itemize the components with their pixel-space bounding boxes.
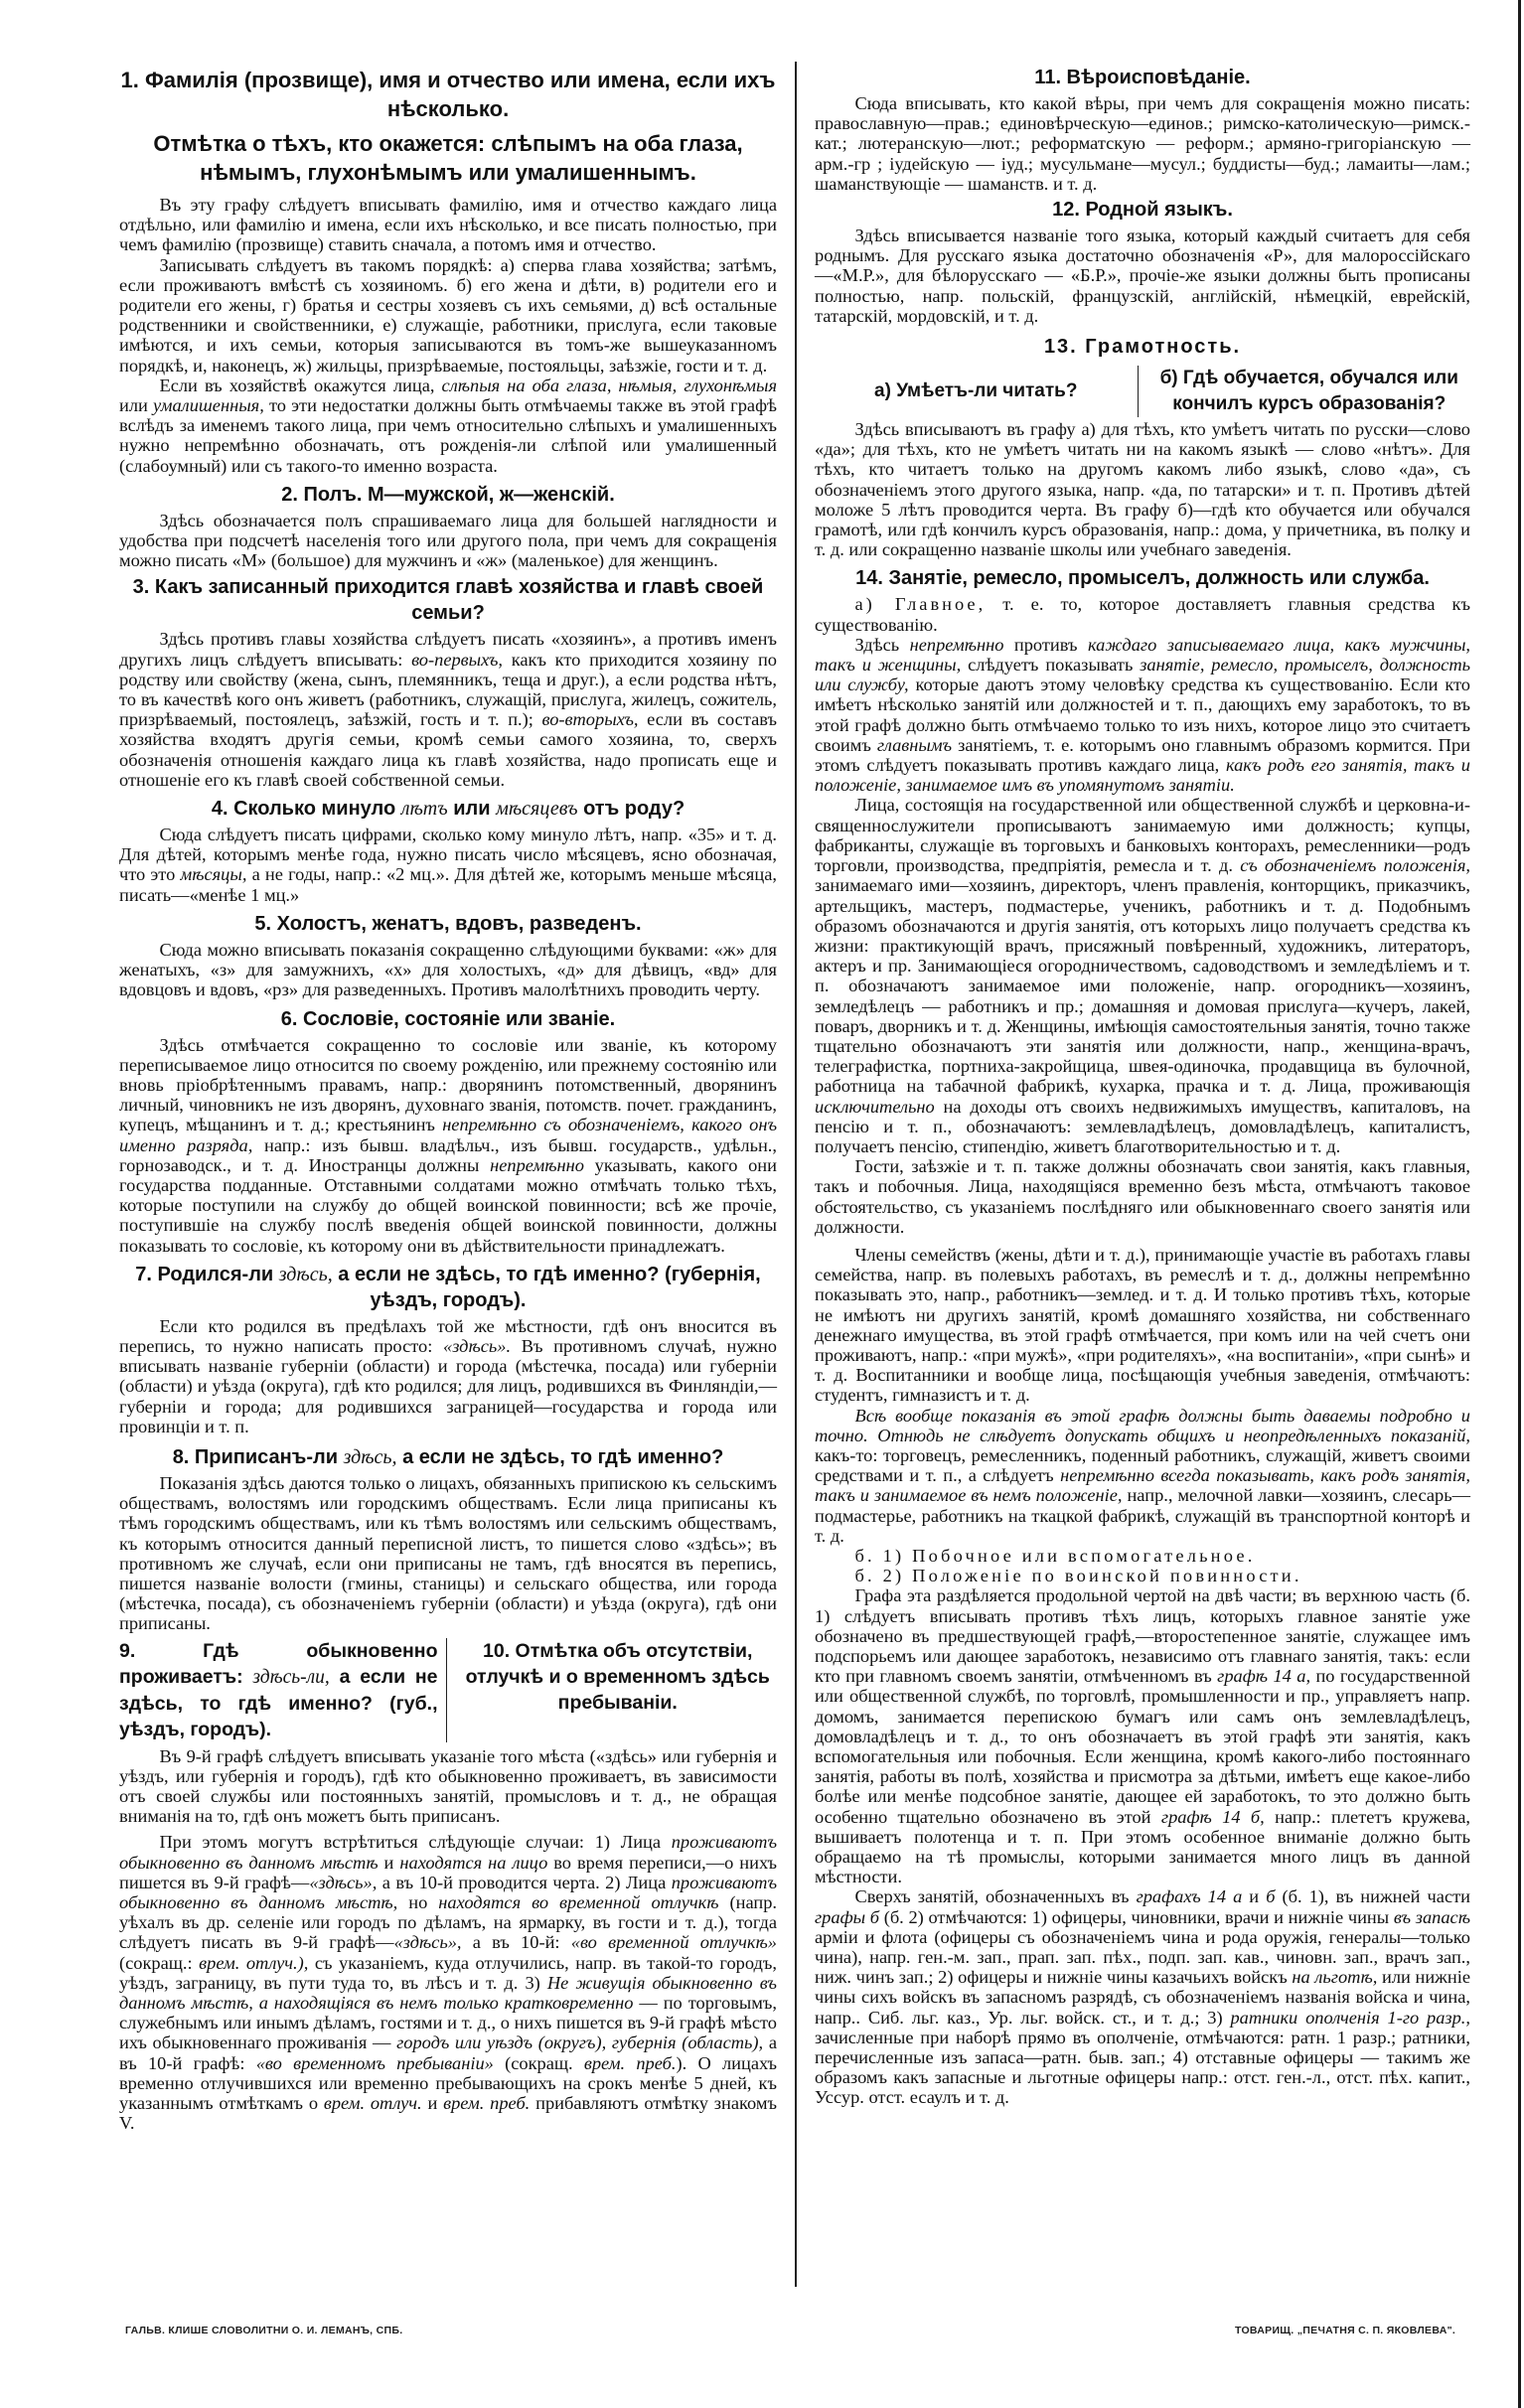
section-13-sub-b: б) Гдѣ обучается, обучался или кончилъ курсъ образованія? — [1159, 368, 1458, 415]
section-1-name — [119, 66, 777, 476]
section-3-para-1: Здѣсь противъ главы хозяйства слѣдуетъ писать «хозяинъ», а противъ именъ другихъ лицъ слѣдуетъ вписывать: во-первыхъ, какъ кто приходится хозяину по родству или свойству (жена, сынъ, племянникъ, теща и друг.), а если родства нѣтъ, то въ качествѣ кого онъ живетъ (работникъ, служащій, прислуга, жилецъ, сожитель, призрѣваемый, постоялецъ, заѣзжій, гость и т. п.); во-вторыхъ, если въ составъ хозяйства входятъ другія семьи, кромѣ семьи самого хозяина, то, сверхъ обозначенія отношенія каждаго лица къ главѣ хозяйства, надо прописать еще и отношеніе его къ главѣ своей собственной семьи. — [119, 629, 777, 790]
section-9-10-residence — [119, 1638, 777, 2134]
section-1-title: 1. Фамилія (прозвище), имя и отчество или имена, если ихъ нѣсколько. — [120, 68, 776, 121]
section-14-para-7: Графа эта раздѣляется продольной чертой на двѣ части; въ верхнюю часть (б. 1) слѣдуетъ вписывать противъ тѣхъ лицъ, которыхъ главное занятіе уже обозначено въ предшествующей графѣ,—второстепенное занятіе, служащее имъ подспорьемъ или дающее заработокъ, независимо отъ главнаго занятія, такъ: если кто при главномъ своемъ занятіи, отмѣченномъ въ графѣ 14 а, по государственной или общественной службѣ, по торговлѣ, промышленности и пр., управляетъ напр. домомъ, занимается перепискою бумагъ или самъ онъ землевладѣлецъ, домовладѣлецъ и т. д., то онъ обозначаетъ въ этой графѣ эти занятія, какъ вспомогательныя или побочныя. Если женщина, кромѣ какого-либо постояннаго занятія, работы въ полѣ, хозяйства и присмотра за дѣтьми, имѣетъ еще какое-либо болѣе или менѣе подсобное занятіе, дающее ей заработокъ, то это должно быть особенно тщательно обозначено въ этой графѣ 14 б, напр.: плететъ кружева, вышиваетъ полотенца и т. п. При этомъ особенное вниманіе должно быть обращаемо на тѣ промыслы, которыми занимается много лицъ въ данной мѣстности. — [815, 1585, 1470, 1887]
section-2-para-1: Здѣсь обозначается полъ спрашиваемаго лица для большей наглядности и удобства при подсчетѣ населенія того или другого пола, при чемъ для сокращенія можно писать «М» (большое) для мужчинъ и «ж» (маленькое) для женщинъ. — [119, 510, 777, 571]
section-13-literacy — [815, 334, 1470, 559]
section-9-para-1: Въ 9-й графѣ слѣдуетъ вписывать указаніе того мѣста («здѣсь» или губернія и уѣздъ, или губернія и городъ), гдѣ кто обыкновенно проживаетъ, въ зависимости отъ своей службы или постоянныхъ занятій, промысловъ и т. д., не обращая вниманія на то, гдѣ онъ можетъ быть приписанъ. — [119, 1745, 777, 1827]
section-14-occupation — [815, 565, 1470, 2107]
section-6-estate — [119, 1006, 777, 1256]
section-12-title: 12. Родной языкъ. — [1052, 199, 1233, 222]
section-8-para-1: Показанія здѣсь даются только о лицахъ, обязанныхъ припискою къ сельскимъ обществамъ, волостямъ или городскимъ обществамъ. Если лица приписаны къ тѣмъ городскимъ обществамъ, или къ тѣмъ волостямъ или сельскимъ обществамъ, къ которымъ относится данный переписной листъ, то пишется слово «здѣсь»; въ противномъ же случаѣ, если они приписаны не тамъ, гдѣ вносятся въ перепись, пишется названіе волости (гмины, станицы) и сельскаго общества, или города (мѣстечка, посада), съ обозначеніемъ губерніи (области) и уѣзда (округа), гдѣ они приписаны. — [119, 1472, 777, 1634]
section-13-para-1: Здѣсь вписываютъ въ графу а) для тѣхъ, кто умѣетъ читать по русски—слово «да»; для тѣхъ, кто не умѣетъ читать ни на какомъ языкѣ — слово «нѣтъ». Для тѣхъ, кто читаетъ только на другомъ какомъ либо языкѣ, слово «да», съ обозначеніемъ этого другого языка, напр. «да, по татарски» и т. п. Противъ дѣтей моложе 5 лѣтъ проводится черта. Въ графу б)—гдѣ кто обучается или обучался грамотѣ, или гдѣ кончилъ курсъ образованія, напр.: дома, у причетника, въ полку и т. д. или сокращенно названіе школы или учебнаго заведенія. — [815, 419, 1470, 560]
section-1-para-2: Записывать слѣдуетъ въ такомъ порядкѣ: а) сперва глава хозяйства; затѣмъ, если проживаютъ вмѣстѣ съ хозяиномъ. б) его жена и дѣти, в) родители его и родители его жены, г) братья и сестры хозяевъ съ ихъ семьями, д) всѣ остальные родственники и свойственники, е) служащіе, работники, прислуга, если таковые имѣются, и ихъ семьи, которыя записываются въ томъ-же вышеуказанномъ порядкѣ, и, наконецъ, ж) жильцы, призрѣваемые, постояльцы, заѣзжіе, гости и т. д. — [119, 254, 777, 376]
section-14-para-8: Сверхъ занятій, обозначенныхъ въ графахъ 14 а и б (б. 1), въ нижней части графы б (б. 2) отмѣчаются: 1) офицеры, чиновники, врачи и нижніе чины въ запасѣ арміи и флота (офицеры съ обозначеніемъ чина и рода оружія, генералы—только чина), напр. ген.-м. зап., прап. зап. пѣх., подп. зап. кав., чиновн. зап., врачъ зап., ниж. чинъ зап.; 2) офицеры и нижніе чины казачьихъ войскъ на льготѣ, или нижніе чины сихъ войскъ въ запасномъ разрядѣ, съ обозначеніемъ названія войска и чина, напр.. Сиб. льг. каз., Ур. льг. войск. ст., и т. д.; 3) ратники ополченія 1-го разр., зачисленные при наборѣ прямо въ ополченіе, отмѣчаются: ратн. 1 разр.; ратники, перечисленные изъ запаса—ратн. быв. зап.; 4) отставные офицеры — такимъ же образомъ какъ запасные и льготные офицеры напр.: отст. ген.-л., отст. пѣх. капит., Уссур. отст. есаулъ и т. д. — [815, 1886, 1470, 2108]
section-11-religion — [815, 65, 1470, 194]
section-7-birthplace — [119, 1262, 777, 1436]
section-13-title: 13. Грамотность. — [1043, 336, 1242, 359]
section-14-para-3: Лица, состоящія на государственной или общественной службѣ и церковна-и-священнослужители прописываютъ занимаемую ими должность; купцы, фабриканты, служащіе въ торговыхъ и банковыхъ конторахъ, ремесленники—родъ торговли, производства, предпріятія, ремесла и т. д. съ обозначеніемъ положенія, занимаемаго ими—хозяинъ, директоръ, членъ правленія, конторщикъ, приказчикъ, артельщикъ, мастеръ, подмастерье, ученикъ, работникъ и т. д. Подобнымъ образомъ обозначаются и другія занятія, отъ которыхъ лицо получаетъ средства къ жизни: практикующій врачъ, присяжный повѣренный, художникъ, литераторъ, актеръ и пр. Занимающіеся огородничествомъ, садоводствомъ и земледѣліемъ и т. п. обозначаютъ занимаемое ими положеніе, напр. огородникъ—хозяинъ, земледѣлецъ — работникъ и пр.; домашняя и домовая прислуга—кучеръ, лакей, поваръ, дворникъ и т. д. Женщины, имѣющія самостоятельныя занятія, точно также тщательно обозначаютъ эти занятія или должности, напр., женщина-врачъ, телеграфистка, портниха-закройщица, швея-одиночка, продавщица въ булочной, работница на табачной фабрикѣ, кухарка, прачка и т. д. Лица, проживающія исключительно на доходы отъ своихъ недвижимыхъ имуществъ, капиталовъ, на пенсію и т. п., обозначаютъ: землевладѣлецъ, домовладѣлецъ, капиталистъ, получаетъ пенсію, стипендію, живетъ благотворительностью и т. д. — [815, 795, 1470, 1156]
left-column — [119, 62, 777, 2133]
section-14-title: 14. Занятіе, ремесло, промыселъ, должность или служба. — [855, 567, 1430, 590]
section-14-para-6: Всѣ вообще показанія въ этой графѣ должны быть даваемы подробно и точно. Отнюдь не слѣдуетъ допускать общихъ и неопредѣленныхъ показаній, какъ-то: торговецъ, ремесленникъ, поденный работникъ, служащій, живетъ своими средствами и т. п., а слѣдуетъ непремѣнно всегда показывать, какъ родъ занятія, такъ и занимаемое въ немъ положеніе, напр., мелочной лавки—хозяинъ, слесарь—подмастерье, работникъ на ткацкой фабрикѣ, служащій въ транспортной конторѣ и т. д. — [815, 1405, 1470, 1546]
section-5-title: 5. Холостъ, женатъ, вдовъ, разведенъ. — [254, 912, 642, 935]
section-12-para-1: Здѣсь вписывается названіе того языка, который каждый считаетъ для себя роднымъ. Для русскаго языка достаточно обозначенія «Р», для малороссійскаго—«М.Р.», для бѣлорусскаго — «Б.Р.», прочіе-же языки должны быть прописаны полностью, напр. польскій, французскій, англійскій, нѣмецкій, еврейскій, татарскій, мордовскій, и т. д. — [815, 226, 1470, 326]
section-4-age — [119, 796, 777, 905]
section-14-para-a: а) Главное, т. е. то, которое доставляетъ главныя средства къ существованію. — [815, 594, 1470, 635]
section-1-para-1: Въ эту графу слѣдуетъ вписывать фамилію, имя и отчество каждаго лица отдѣльно, или фамилію и имена, если ихъ нѣсколько, и все писать полностью, при чемъ фамилію (прозвище) ставить сначала, а потомъ имя и отчество. — [119, 195, 777, 255]
section-5-para-1: Сюда можно вписывать показанія сокращенно слѣдующими буквами: «ж» для женатыхъ, «з» для замужнихъ, «х» для холостыхъ, «д» для дѣвицъ, «вд» для вдовцовъ и вдовъ, «рз» для разведенныхъ. Противъ малолѣтнихъ проводить черту. — [119, 939, 777, 1000]
section-9-title: 9. Гдѣ обыкновенно проживаетъ: здѣсь-ли, а если не здѣсь, то гдѣ именно? (губ., уѣздъ, городъ). — [119, 1638, 447, 1742]
section-14-b1-heading: б. 1) Побочное или вспомогательное. — [854, 1546, 1256, 1566]
section-11-para-1: Сюда вписывать, кто какой вѣры, при чемъ для сокращенія можно писать: православную—прав.; единовѣрческую—единов.; римско-католическую—римск.-кат.; лютеранскую—лют.; реформатскую — реформ.; армяно-григоріанскую — арм.-гр ; іудейскую — іуд.; мусульмане—мусул.; буддисты—буд.; ламаиты—лам.; шаманствующіе — шаманств. и т. д. — [815, 93, 1470, 194]
section-1-para-3: Если въ хозяйствѣ окажутся лица, слѣпыя на оба глаза, нѣмыя, глухонѣмыя или умалишенныя, то эти недостатки должны быть отмѣчаемы также въ этой графѣ вслѣдъ за именемъ такого лица, при чемъ относительно слѣпыхъ и умалишенныхъ нужно непремѣнно обозначать, отъ рожденія-ли слѣпой или умалишенный (слабоумный) или съ такого-то именно возраста. — [119, 375, 778, 476]
section-9-para-2: При этомъ могутъ встрѣтиться слѣдующіе случаи: 1) Лица проживаютъ обыкновенно въ данномъ мѣстѣ и находятся на лицо во время переписи,—о нихъ пишется въ 9-й графѣ—«здѣсь», а въ 10-й проводится черта. 2) Лица проживаютъ обыкновенно въ данномъ мѣстѣ, но находятся во временной отлучкѣ (напр. уѣхалъ въ др. селеніе или городъ по дѣламъ, на ярмарку, въ гости и т. д.), тогда слѣдуетъ писать въ 9-й графѣ—«здѣсь», а въ 10-й: «во временной отлучкѣ» (сокращ.: врем. отлуч.), съ указаніемъ, куда отлучились, напр. въ такой-то городъ, уѣздъ, заграницу, въ пути туда то, въ лѣсъ и т. д. 3) Не живущія обыкновенно въ данномъ мѣстѣ, а находящіяся въ немъ только кратковременно — по торговымъ, служебнымъ или инымъ дѣламъ, гостями и т. д., о нихъ пишется въ 9-й графѣ мѣсто ихъ обыкновеннаго проживанія — городъ или уѣздъ (округъ), губернія (область), а въ 10-й графѣ: «во временномъ пребываніи» (сокращ. врем. преб.). О лицахъ временно отлучившихся или временно пребывающихъ на срокъ менѣе 5 дней, къ указаннымъ отмѣткамъ о врем. отлуч. и врем. преб. прибавляютъ отмѣтку знакомъ V. — [119, 1832, 778, 2134]
section-7-title: 7. Родился-ли здѣсь, а если не здѣсь, то гдѣ именно? (губернія, уѣздъ, городъ). — [135, 1263, 761, 1311]
section-13-sub-a: а) Умѣетъ-ли читать? — [815, 366, 1139, 417]
section-12-native-language — [815, 197, 1470, 326]
section-6-title: 6. Сословіе, состояніе или званіе. — [280, 1007, 616, 1030]
page-edge-border — [1518, 0, 1521, 2408]
section-7-para-1: Если кто родился въ предѣлахъ той же мѣстности, гдѣ онъ вносится въ перепись, то нужно написать просто: «здѣсь». Въ противномъ случаѣ, нужно вписывать названіе губерніи (области) и города (мѣстечка, посада) или губерніи (области) и уѣзда (округа), гдѣ кто родился; для лицъ, родившихся въ Финляндіи,—губерніи и города; для родившихся заграницей—государства и города или провинціи и т. п. — [119, 1315, 777, 1436]
section-4-title: 4. Сколько минуло лѣтъ или мѣсяцевъ отъ роду? — [211, 798, 686, 821]
printer-imprint-left: ГАЛЬВ. КЛИШЕ СЛОВОЛИТНИ О. И. ЛЕМАНЪ, СПБ. — [125, 2325, 403, 2336]
census-instructions-page — [119, 62, 1470, 2309]
section-8-title: 8. Приписанъ-ли здѣсь, а если не здѣсь, то гдѣ именно? — [172, 1445, 724, 1468]
section-9-10-header — [119, 1638, 777, 1742]
section-4-para-1: Сюда слѣдуетъ писать цифрами, сколько кому минуло лѣтъ, напр. «35» и т. д. Для дѣтей, которымъ менѣе года, нужно писать число мѣсяцевъ, ясно обозначая, что это мѣсяцы, а не годы, напр.: «2 мц.». Для дѣтей же, которымъ меньше мѣсяца, писать—«менѣе 1 мц.» — [119, 825, 777, 905]
section-3-relation — [119, 574, 777, 790]
section-10-title: 10. Отмѣтка объ отсутствіи, отлучкѣ и о временномъ здѣсь пребываніи. — [465, 1639, 770, 1714]
section-6-para-1: Здѣсь отмѣчается сокращенно то сословіе или званіе, къ которому переписываемое лицо относится по своему рожденію, или прежнему состоянію или вновь пріобрѣтеннымъ правамъ, напр.: дворянинъ потомственный, дворянинъ личный, чиновникъ не изъ дворянъ, духовнаго званія, потомств. почет. гражданинъ, купецъ, мѣщанинъ и т. д.; крестьянинъ непремѣнно съ обозначеніемъ, какого онъ именно разряда, напр.: изъ бывш. владѣльч., изъ бывш. государств., удѣльн., горнозаводск., и т. д. Иностранцы должны непремѣнно указывать, какого они государства подданные. Отставными солдатами можно отмѣчать только тѣхъ, которые поступили на службу до общей воинской повинности; всѣ же прочіе, поступившіе на службу послѣ введенія общей воинской повинности, должны показывать то сословіе, къ которому они въ дѣйствительности принадлежатъ. — [119, 1034, 777, 1256]
right-column — [815, 62, 1470, 2108]
section-14-para-5: Члены семействъ (жены, дѣти и т. д.), принимающіе участіе въ работахъ главы семейства, напр. въ полевыхъ работахъ, въ ремеслѣ и т. д., должны непремѣнно показывать это, напр., работникъ—землед. и т. д. И только противъ тѣхъ, которые не имѣютъ ни другихъ занятій, кромѣ домашняго хозяйства, ни собственнаго денежнаго имущества, въ этой графѣ отмѣчается, при комъ или на чей счетъ они проживаютъ, напр.: «при мужѣ», «при родителяхъ», «на воспитаніи», «при сынѣ» и т. д. Воспитанники и вообще лица, посѣщающія учебныя заведенія, отмѣчаютъ: студентъ, гимназистъ и т. д. — [815, 1244, 1470, 1406]
section-14-b2-heading: б. 2) Положеніе по воинской повинности. — [854, 1566, 1302, 1586]
section-14-para-4: Гости, заѣзжіе и т. п. также должны обозначать свои занятія, какъ главныя, такъ и побочныя. Лица, находящіяся временно безъ мѣста, отмѣчаютъ таковое обстоятельство, съ указаніемъ послѣдняго или обыкновеннаго своего занятія или должности. — [815, 1156, 1470, 1237]
section-11-title: 11. Вѣроисповѣданіе. — [1034, 67, 1251, 88]
section-1-subtitle: Отмѣтка о тѣхъ, кто окажется: слѣпымъ на оба глаза, нѣмымъ, глухонѣмымъ или умалишеннымъ. — [153, 131, 743, 185]
section-2-sex — [119, 482, 777, 571]
column-divider — [795, 62, 797, 2287]
section-8-registration — [119, 1444, 777, 1634]
section-5-marital-status — [119, 911, 777, 1000]
section-2-title: 2. Полъ. М—мужской, ж—женскій. — [281, 483, 615, 506]
section-14-para-2: Здѣсь непремѣнно противъ каждаго записываемаго лица, какъ мужчины, такъ и женщины, слѣдуетъ показывать занятіе, ремесло, промыселъ, должность или службу, которые даютъ этому человѣку средства къ существованію. Если кто имѣетъ нѣсколько занятій или должностей и т. п., дающихъ ему заработокъ, то въ этой графѣ должно быть отмѣчаемо только то изъ нихъ, которое лицо это считаетъ своимъ главнымъ занятіемъ, т. е. которымъ оно главнымъ образомъ кормится. При этомъ слѣдуетъ показывать противъ каждаго лица, какъ родъ его занятія, такъ и положеніе, занимаемое имъ въ упомянутомъ занятіи. — [815, 634, 1470, 796]
section-13-subheaders — [815, 366, 1470, 417]
section-3-title: 3. Какъ записанный приходится главѣ хозяйства и главѣ своей семьи? — [132, 576, 764, 625]
printer-imprint-right: ТОВАРИЩ. „ПЕЧАТНЯ С. П. ЯКОВЛЕВА". — [1235, 2325, 1456, 2336]
